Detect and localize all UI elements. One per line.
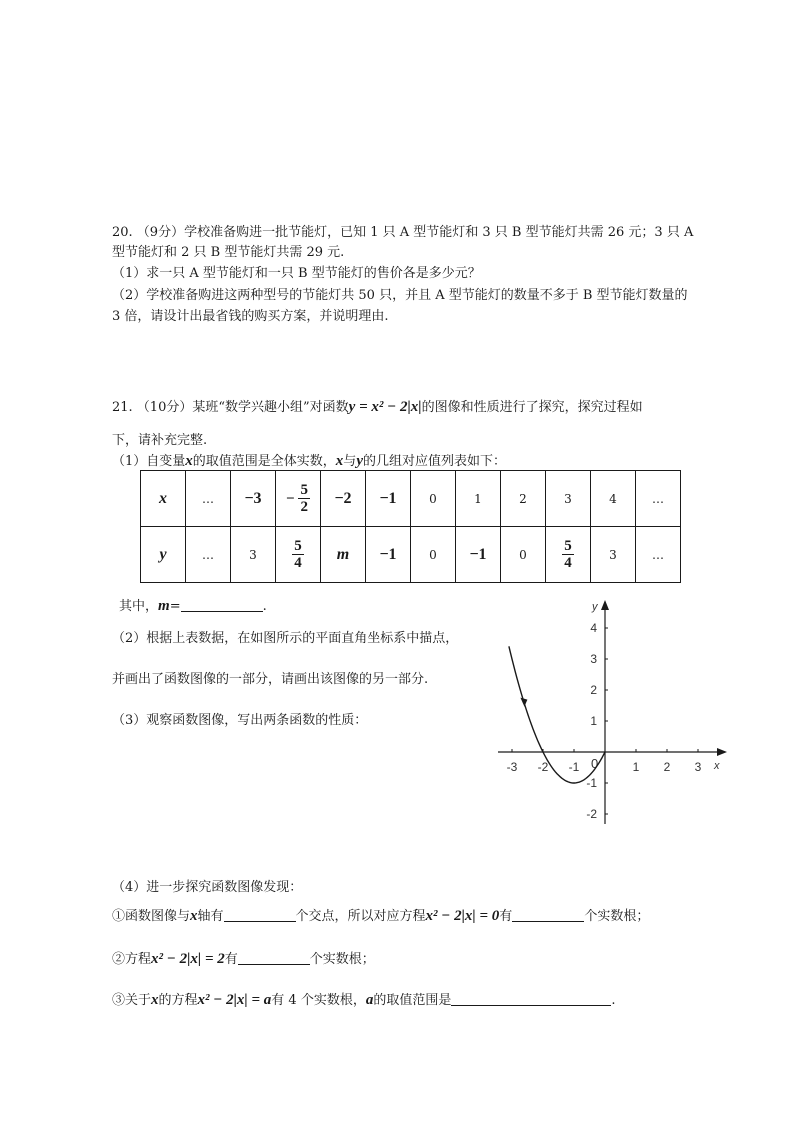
x-tick-label: -1 [568,760,580,774]
s3-a: ③关于 [112,993,152,1008]
equation-eq-0: x² − 2|x| = 0 [425,908,500,924]
y-tick-label: 1 [590,714,597,728]
table-cell: 3 [546,471,591,527]
x-tick-label: -2 [537,760,549,774]
q20-part2a: （2）学校准备购进这两种型号的节能灯共 50 只，并且 A 型节能灯的数量不多于 B 型节能灯数量的 [112,288,688,303]
origin-label: 0 [591,756,599,771]
table-cell: 3 [231,527,276,583]
var-x: x [335,453,344,469]
fraction-denominator: 4 [564,555,572,571]
table-cell: −1 [456,527,501,583]
var-y: y [356,453,363,469]
table-cell: x [141,471,186,527]
q21-part1-c: 与 [343,454,357,469]
y-tick-label: -1 [586,776,597,790]
q21-part3: （3）观察函数图像，写出两条函数的性质： [112,713,368,728]
x-tick-label: 1 [632,760,640,774]
q21-part2a: （2）根据上表数据，在如图所示的平面直角坐标系中描点， [112,631,459,646]
x-tick-label: -3 [506,760,518,774]
table-cell: 0 [501,527,546,583]
table-cell-fraction [276,471,321,527]
s3-b: 的方程 [158,993,198,1008]
s2-a: ②方程 [112,952,152,967]
s2-c: 个实数根； [309,952,375,967]
fraction-denominator: 4 [294,555,302,571]
y-tick-label: 2 [590,683,597,697]
root-count-blank-2[interactable] [238,950,310,965]
q21-part1 [112,452,506,471]
table-cell: … [636,527,681,583]
curve-arrow [520,698,527,707]
table-cell: −1 [366,527,411,583]
a-range-blank[interactable] [451,991,611,1006]
table-cell: … [186,471,231,527]
fraction-numerator: 5 [294,538,302,554]
table-row-x [141,471,681,527]
table-cell: −3 [231,471,276,527]
y-axis-label: y [592,601,598,613]
var-x: x [190,908,198,924]
s3-c: 有 4 个实数根， [271,993,366,1008]
var-x: x [151,992,159,1008]
x-tick-label: 2 [663,760,671,774]
m-answer-blank[interactable] [181,597,263,612]
q20-part2b: 3 倍，请设计出最省钱的购买方案，并说明理由. [112,309,389,324]
table-cell: … [636,471,681,527]
s3-d: 的取值范围是 [373,993,452,1008]
m-equals: = [169,599,181,614]
y-tick-label: 4 [590,621,597,635]
value-table [140,470,681,583]
q21-intro-a: 21. （10分）某班“数学兴趣小组”对函数 [112,400,349,415]
equation-eq-2: x² − 2|x| = 2 [151,951,225,967]
fraction-5-2 [298,482,310,515]
y-tick-label: 3 [590,652,597,666]
var-x: x [185,453,193,469]
x-axis-arrow [717,748,727,756]
y-axis-arrow [601,600,609,610]
q21-statement-2 [112,950,375,969]
coordinate-graph [495,596,730,828]
table-cell: … [186,527,231,583]
fraction-5-4 [562,538,574,571]
q21-part1-b: 的取值范围是全体实数， [192,454,336,469]
q21-part1-d: 的几组对应值列表如下： [362,454,506,469]
s1-e: 个实数根； [584,909,650,924]
q21-intro-b: 的图像和性质进行了探究，探究过程如 [421,400,643,415]
intersection-count-blank[interactable] [224,907,296,922]
s2-b: 有 [224,952,238,967]
var-a: a [365,992,374,1008]
table-cell-fraction [276,527,321,583]
fraction-5-4 [292,538,304,571]
table-cell: 0 [411,471,456,527]
s1-d: 有 [499,909,513,924]
q21-statement-1 [112,907,649,926]
fraction-denominator: 2 [300,499,308,515]
table-cell: 1 [456,471,501,527]
s1-b: 轴有 [197,909,224,924]
m-label: 其中， [119,599,159,614]
s1-a: ①函数图像与 [112,909,191,924]
table-cell: −1 [366,471,411,527]
table-cell: y [141,527,186,583]
neg-sign: − [286,490,295,507]
q21-function: y = x² − 2|x| [348,399,422,415]
root-count-blank-1[interactable] [512,907,584,922]
q21-statement-3 [112,991,615,1010]
m-end: . [262,599,267,614]
table-cell: 0 [411,527,456,583]
q20-part1: （1）求一只 A 型节能灯和一只 B 型节能灯的售价各是多少元？ [112,266,481,281]
x-tick-label: 3 [694,760,702,774]
s1-c: 个交点，所以对应方程 [295,909,426,924]
q21-part1-a: （1）自变量 [112,454,186,469]
q21-part4: （4）进一步探究函数图像发现： [112,880,303,895]
q20-line2: 型节能灯和 2 只 B 型节能灯共需 29 元. [112,245,345,260]
q20-line1: 20. （9分）学校准备购进一批节能灯，已知 1 只 A 型节能灯和 3 只 B 型节能灯共需 26 元；3 只 A [112,225,694,240]
table-row-y [141,527,681,583]
q21-intro [112,398,643,417]
table-cell: 3 [591,527,636,583]
var-m: m [158,598,170,614]
q21-part2b: 并画出了函数图像的一部分，请画出该图像的另一部分. [112,672,429,687]
table-cell: 4 [591,471,636,527]
s3-e: . [611,993,616,1008]
table-cell: −2 [321,471,366,527]
m-answer-line [119,597,267,616]
table-cell-m: m [321,527,366,583]
table-cell-fraction [546,527,591,583]
fraction-numerator: 5 [300,482,308,498]
fraction-numerator: 5 [564,538,572,554]
q21-intro-c: 下，请补充完整. [112,433,208,448]
table-cell: 2 [501,471,546,527]
y-tick-label: -2 [586,807,597,821]
equation-eq-a: x² − 2|x| = a [197,992,272,1008]
x-axis-label: x [714,760,720,772]
